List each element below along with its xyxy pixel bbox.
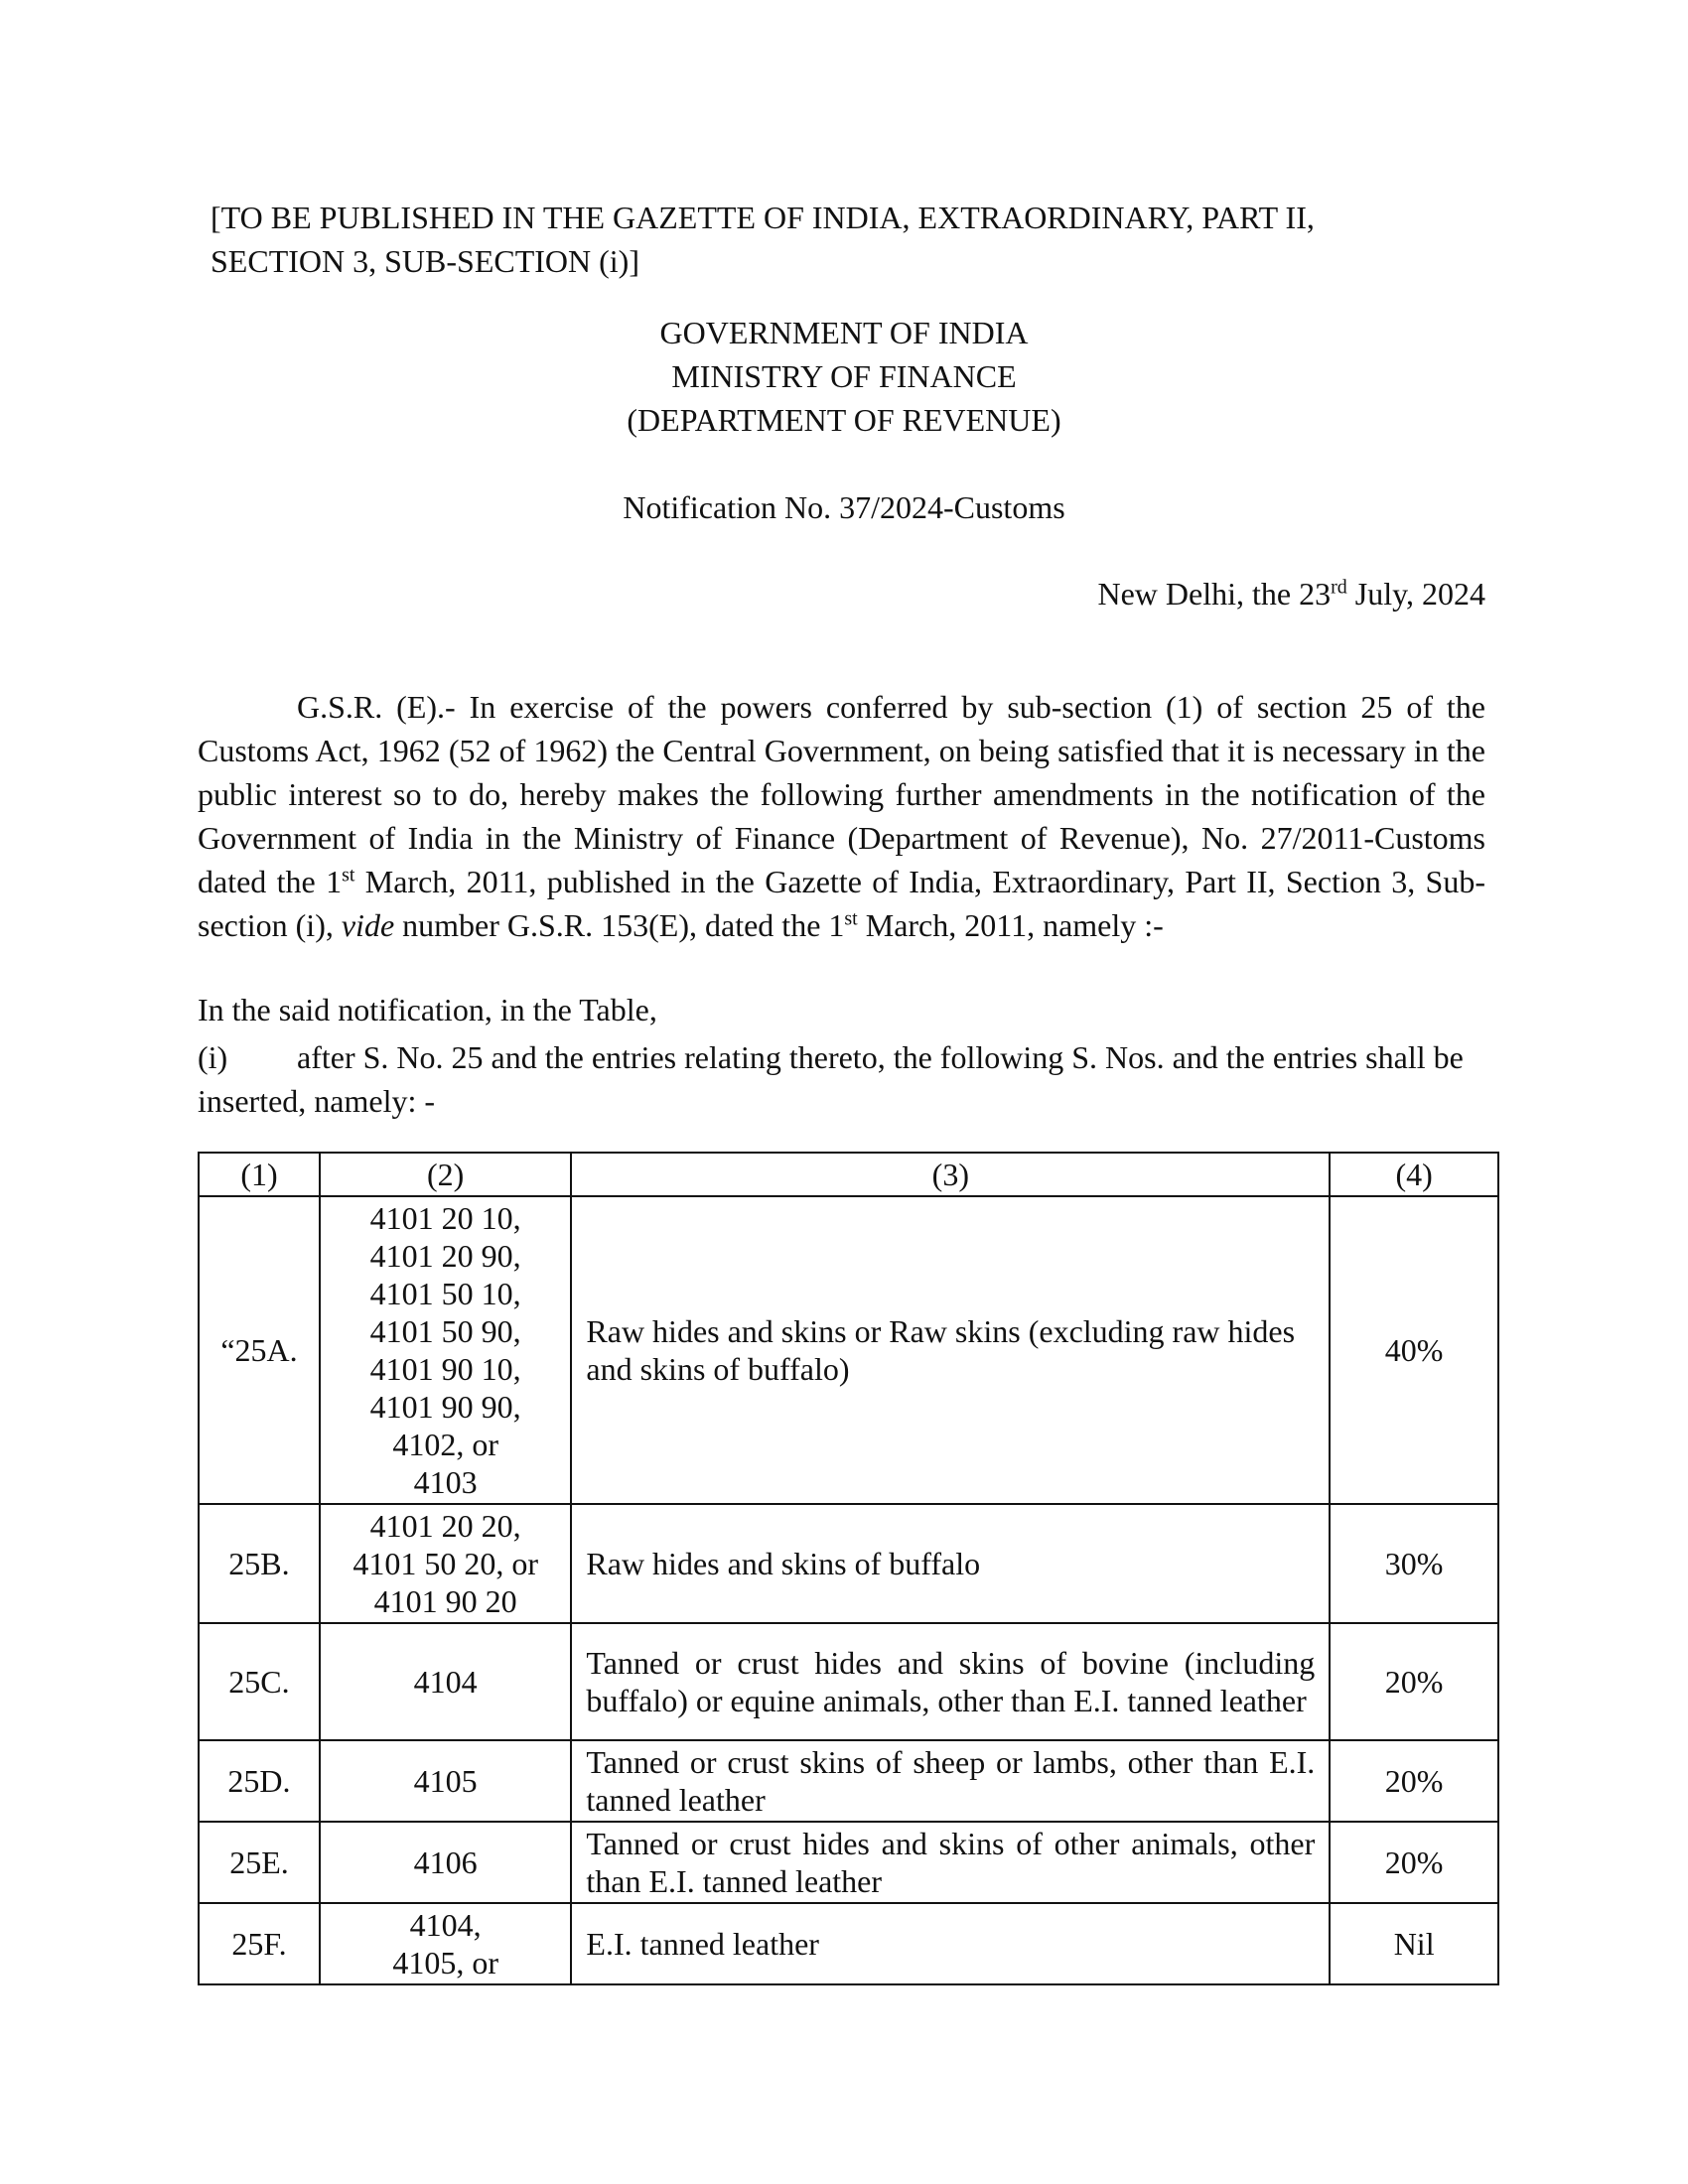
preamble-text-d: March, 2011, namely :- xyxy=(857,907,1164,943)
ministry-title: MINISTRY OF FINANCE xyxy=(671,358,1017,394)
date-superscript: rd xyxy=(1331,576,1347,599)
tariff-heading: 4101 50 10, xyxy=(369,1276,521,1311)
column-header: (2) xyxy=(320,1153,571,1196)
goods-description xyxy=(571,1740,1330,1822)
goods-description: Raw hides and skins or Raw skins (excluding raw hides and skins of buffalo) xyxy=(571,1196,1330,1504)
tariff-headings xyxy=(320,1822,571,1903)
goods-description xyxy=(571,1623,1330,1740)
tariff-heading: 4102, or xyxy=(392,1427,498,1462)
goods-description xyxy=(571,1822,1330,1903)
preamble-sup-2: st xyxy=(844,907,858,930)
preamble-paragraph xyxy=(198,685,1485,947)
description-text: Tanned or crust hides and skins of other animals, other than E.I. tanned leather xyxy=(586,1826,1316,1899)
tariff-heading: 4101 20 10, xyxy=(369,1200,521,1236)
notification-number: Notification No. 37/2024-Customs xyxy=(623,489,1065,525)
tariff-heading: 4101 90 20 xyxy=(373,1583,517,1619)
notification-date xyxy=(894,572,1485,615)
description-text: Tanned or crust skins of sheep or lambs, other than E.I. tanned leather xyxy=(586,1744,1316,1818)
tariff-heading: 4101 20 20, xyxy=(369,1508,521,1544)
tariff-heading: 4101 90 10, xyxy=(369,1351,521,1387)
serial-number: 25F. xyxy=(199,1903,320,1984)
table-row xyxy=(199,1196,1498,1504)
serial-number: “25A. xyxy=(199,1196,320,1504)
preamble-sup-1: st xyxy=(342,864,355,887)
tariff-heading: 4105 xyxy=(413,1763,478,1799)
preamble-text-c: number G.S.R. 153(E), dated the 1 xyxy=(394,907,845,943)
column-header: (3) xyxy=(571,1153,1330,1196)
goods-description: Raw hides and skins of buffalo xyxy=(571,1504,1330,1623)
tariff-heading: 4105, or xyxy=(392,1945,498,1980)
tariff-heading: 4101 20 90, xyxy=(369,1238,521,1274)
government-title: GOVERNMENT OF INDIA xyxy=(659,315,1029,350)
table-header-row xyxy=(199,1153,1498,1196)
tariff-heading: 4103 xyxy=(413,1464,478,1500)
tariff-headings xyxy=(320,1903,571,1984)
duty-rate: 40% xyxy=(1330,1196,1498,1504)
table-intro: In the said notification, in the Table, xyxy=(198,992,657,1027)
column-header: (1) xyxy=(199,1153,320,1196)
serial-number: 25B. xyxy=(199,1504,320,1623)
date-suffix: July, 2024 xyxy=(1346,576,1485,612)
serial-number: 25C. xyxy=(199,1623,320,1740)
amendment-table xyxy=(198,1152,1499,1985)
department-title: (DEPARTMENT OF REVENUE) xyxy=(627,402,1061,438)
tariff-heading: 4106 xyxy=(413,1844,478,1880)
publication-line-1: [TO BE PUBLISHED IN THE GAZETTE OF INDIA, EXTRAORDINARY, PART II, xyxy=(211,200,1315,235)
tariff-headings xyxy=(320,1740,571,1822)
preamble-text-a: G.S.R. (E).- In exercise of the powers conferred by sub-section (1) of section 25 of the Customs Act, 1962 (52 of 1962) the Central Government, on being satisfied that it is necessary in the public interest so to do, hereby makes the following further amendments in the notification of the Government of India in the Ministry of Finance (Department of Revenue), No. 27/2011-Customs dated the 1 xyxy=(198,689,1485,899)
tariff-heading: 4104 xyxy=(413,1664,478,1700)
table-row xyxy=(199,1903,1498,1984)
duty-rate: 20% xyxy=(1330,1740,1498,1822)
item-text: after S. No. 25 and the entries relating thereto, the following S. Nos. and the entries shall be inserted, namely: - xyxy=(198,1039,1464,1119)
table-row xyxy=(199,1504,1498,1623)
tariff-heading: 4101 50 90, xyxy=(369,1313,521,1349)
item-number: (i) xyxy=(198,1039,228,1075)
preamble-vide: vide xyxy=(341,907,395,943)
tariff-headings xyxy=(320,1196,571,1504)
publication-note xyxy=(211,196,1501,283)
preamble-text-b: March, 2011, published in the Gazette of India, Extraordinary, Part II, Section 3, Sub-section (i), xyxy=(198,864,1486,943)
amendment-item-i xyxy=(198,1035,1485,1123)
duty-rate: Nil xyxy=(1330,1903,1498,1984)
tariff-heading: 4104, xyxy=(409,1907,482,1943)
serial-number: 25D. xyxy=(199,1740,320,1822)
table-row xyxy=(199,1740,1498,1822)
serial-number: 25E. xyxy=(199,1822,320,1903)
duty-rate: 20% xyxy=(1330,1822,1498,1903)
table-row xyxy=(199,1623,1498,1740)
tariff-headings xyxy=(320,1623,571,1740)
description-text: Tanned or crust hides and skins of bovine (including buffalo) or equine animals, other than E.I. tanned leather xyxy=(586,1645,1316,1718)
tariff-heading: 4101 90 90, xyxy=(369,1389,521,1425)
tariff-headings xyxy=(320,1504,571,1623)
publication-line-2: SECTION 3, SUB-SECTION (i)] xyxy=(211,243,639,279)
date-prefix: New Delhi, the 23 xyxy=(1097,576,1332,612)
duty-rate: 30% xyxy=(1330,1504,1498,1623)
goods-description: E.I. tanned leather xyxy=(571,1903,1330,1984)
table-row xyxy=(199,1822,1498,1903)
column-header: (4) xyxy=(1330,1153,1498,1196)
tariff-heading: 4101 50 20, or xyxy=(352,1546,538,1581)
duty-rate: 20% xyxy=(1330,1623,1498,1740)
issuing-authority xyxy=(199,311,1489,442)
